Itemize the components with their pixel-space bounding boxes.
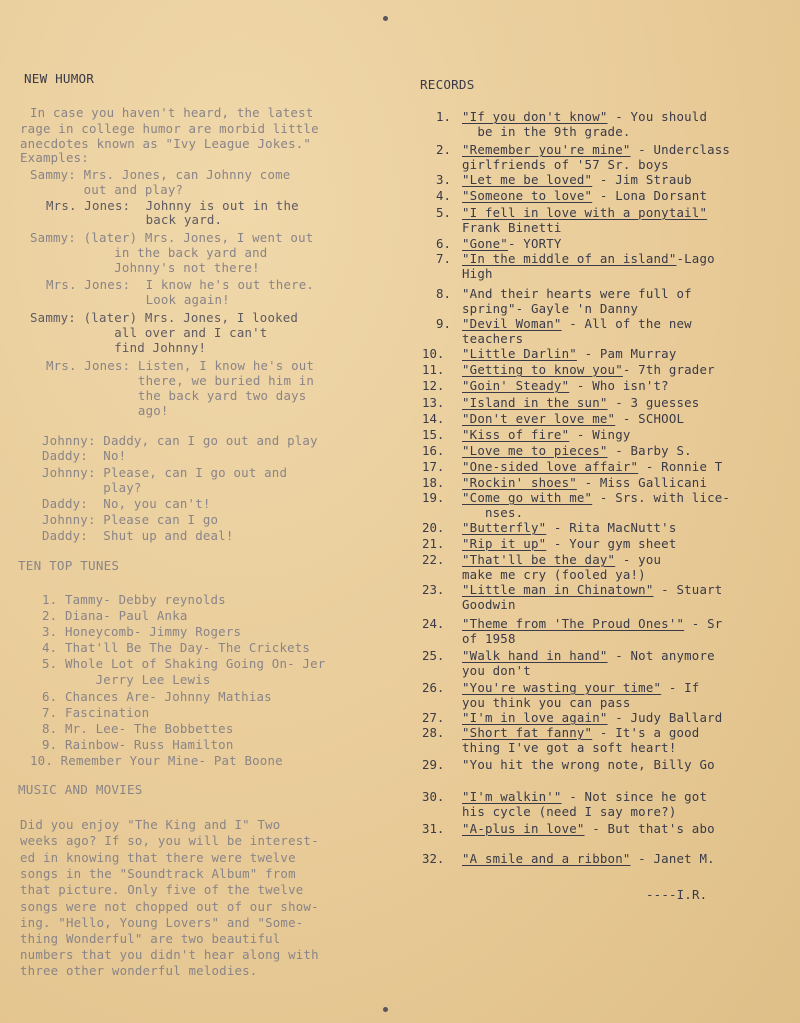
binder-hole-bottom bbox=[383, 1007, 388, 1012]
music-line: weeks ago? If so, you will be interest- bbox=[20, 833, 319, 848]
record-number: 20. bbox=[422, 520, 445, 535]
record-line: High bbox=[462, 266, 493, 281]
record-number: 15. bbox=[422, 427, 445, 442]
record-line: "Someone to love" - Lona Dorsant bbox=[462, 188, 708, 203]
joke-line: Johnny's not there! bbox=[30, 260, 260, 275]
record-number: 27. bbox=[422, 710, 445, 725]
record-line: thing I've got a soft heart! bbox=[462, 740, 677, 755]
joke-line: all over and I can't bbox=[30, 325, 268, 340]
record-number: 9. bbox=[436, 316, 451, 331]
tune-item: 2. Diana- Paul Anka bbox=[42, 608, 188, 623]
record-line: "That'll be the day" - you bbox=[462, 552, 662, 567]
record-line: be in the 9th grade. bbox=[462, 124, 631, 139]
record-line: "Come go with me" - Srs. with lice- bbox=[462, 490, 731, 505]
record-number: 5. bbox=[436, 205, 451, 220]
record-number: 24. bbox=[422, 616, 445, 631]
joke-line: the back yard two days bbox=[46, 388, 307, 403]
record-number: 31. bbox=[422, 821, 445, 836]
joke-line: Johnny: Daddy, can I go out and play bbox=[42, 433, 318, 448]
record-number: 18. bbox=[422, 475, 445, 490]
record-number: 32. bbox=[422, 851, 445, 866]
joke-line: ago! bbox=[46, 403, 169, 418]
tune-item: 6. Chances Are- Johnny Mathias bbox=[42, 689, 272, 704]
record-line: "Short fat fanny" - It's a good bbox=[462, 725, 700, 740]
music-line: ed in knowing that there were twelve bbox=[20, 850, 296, 865]
music-line: three other wonderful melodies. bbox=[20, 963, 258, 978]
record-line: "In the middle of an island"-Lago bbox=[462, 251, 715, 266]
ten-top-tunes-heading: TEN TOP TUNES bbox=[18, 558, 120, 573]
record-number: 11. bbox=[422, 362, 445, 377]
record-number: 10. bbox=[422, 346, 445, 361]
record-number: 21. bbox=[422, 536, 445, 551]
tune-item: 9. Rainbow- Russ Hamilton bbox=[42, 737, 234, 752]
record-number: 2. bbox=[436, 142, 451, 157]
intro-line: anecdotes known as "Ivy League Jokes." bbox=[20, 136, 312, 151]
intro-line: rage in college humor are morbid little bbox=[20, 121, 319, 136]
tune-item: 7. Fascination bbox=[42, 705, 150, 720]
music-line: that picture. Only five of the twelve bbox=[20, 882, 304, 897]
record-line: "A-plus in love" - But that's abo bbox=[462, 821, 715, 836]
record-line: "Getting to know you"- 7th grader bbox=[462, 362, 715, 377]
record-line: his cycle (need I say more?) bbox=[462, 804, 677, 819]
record-line: "You're wasting your time" - If bbox=[462, 680, 700, 695]
record-line: "Little Darlin" - Pam Murray bbox=[462, 346, 677, 361]
record-number: 17. bbox=[422, 459, 445, 474]
record-line: "I'm walkin'" - Not since he got bbox=[462, 789, 708, 804]
music-line: songs were not chopped out of our show- bbox=[20, 899, 319, 914]
record-line: "A smile and a ribbon" - Janet M. bbox=[462, 851, 715, 866]
joke-line: Sammy: (later) Mrs. Jones, I went out bbox=[30, 230, 314, 245]
music-and-movies-heading: MUSIC AND MOVIES bbox=[18, 782, 143, 797]
record-line: "Love me to pieces" - Barby S. bbox=[462, 443, 692, 458]
tune-item: Jerry Lee Lewis bbox=[42, 672, 211, 687]
signature: ----I.R. bbox=[646, 887, 708, 902]
record-number: 28. bbox=[422, 725, 445, 740]
record-number: 1. bbox=[436, 109, 451, 124]
music-line: songs in the "Soundtrack Album" from bbox=[20, 866, 296, 881]
record-line: "Little man in Chinatown" - Stuart bbox=[462, 582, 723, 597]
record-number: 8. bbox=[436, 286, 451, 301]
tune-item: 3. Honeycomb- Jimmy Rogers bbox=[42, 624, 242, 639]
joke-line: there, we buried him in bbox=[46, 373, 315, 388]
music-line: Did you enjoy "The King and I" Two bbox=[20, 817, 281, 832]
record-number: 19. bbox=[422, 490, 445, 505]
record-line: "Remember you're mine" - Underclass bbox=[462, 142, 731, 157]
record-line: you think you can pass bbox=[462, 695, 631, 710]
record-line: "Devil Woman" - All of the new bbox=[462, 316, 692, 331]
record-line: "Don't ever love me" - SCHOOL bbox=[462, 411, 685, 426]
record-line: "You hit the wrong note, Billy Go bbox=[462, 757, 715, 772]
joke-line: Daddy: No! bbox=[42, 448, 127, 463]
record-line: make me cry (fooled ya!) bbox=[462, 567, 646, 582]
joke-line: play? bbox=[42, 480, 142, 495]
record-line: "Let me be loved" - Jim Straub bbox=[462, 172, 692, 187]
records-heading: RECORDS bbox=[420, 77, 475, 92]
tune-item: 1. Tammy- Debby reynolds bbox=[42, 592, 226, 607]
record-number: 6. bbox=[436, 236, 451, 251]
record-line: "Kiss of fire" - Wingy bbox=[462, 427, 631, 442]
record-number: 14. bbox=[422, 411, 445, 426]
record-line: teachers bbox=[462, 331, 524, 346]
binder-hole-top bbox=[383, 16, 388, 21]
record-number: 30. bbox=[422, 789, 445, 804]
joke-line: back yard. bbox=[46, 212, 223, 227]
joke-line: in the back yard and bbox=[30, 245, 268, 260]
record-number: 29. bbox=[422, 757, 445, 772]
joke-line: Look again! bbox=[46, 292, 230, 307]
record-line: Frank Binetti bbox=[462, 220, 562, 235]
new-humor-heading: NEW HUMOR bbox=[24, 71, 95, 86]
tune-item: 5. Whole Lot of Shaking Going On- Jer bbox=[42, 656, 326, 671]
record-line: of 1958 bbox=[462, 631, 516, 646]
joke-line: Daddy: No, you can't! bbox=[42, 496, 211, 511]
record-number: 23. bbox=[422, 582, 445, 597]
joke-line: Daddy: Shut up and deal! bbox=[42, 528, 234, 543]
record-number: 12. bbox=[422, 378, 445, 393]
joke-line: Sammy: Mrs. Jones, can Johnny come bbox=[30, 167, 291, 182]
record-line: "Butterfly" - Rita MacNutt's bbox=[462, 520, 677, 535]
record-line: Goodwin bbox=[462, 597, 516, 612]
joke-line: Johnny: Please can I go bbox=[42, 512, 219, 527]
record-line: "One-sided love affair" - Ronnie T bbox=[462, 459, 723, 474]
record-number: 25. bbox=[422, 648, 445, 663]
record-line: "And their hearts were full of bbox=[462, 286, 692, 301]
tune-item: 8. Mr. Lee- The Bobbettes bbox=[42, 721, 234, 736]
record-line: "Walk hand in hand" - Not anymore bbox=[462, 648, 715, 663]
record-line: "Island in the sun" - 3 guesses bbox=[462, 395, 700, 410]
record-line: you don't bbox=[462, 663, 531, 678]
record-number: 3. bbox=[436, 172, 451, 187]
joke-line: Johnny: Please, can I go out and bbox=[42, 465, 288, 480]
joke-line: Mrs. Jones: Listen, I know he's out bbox=[46, 358, 315, 373]
record-number: 7. bbox=[436, 251, 451, 266]
record-line: girlfriends of '57 Sr. boys bbox=[462, 157, 669, 172]
joke-line: Mrs. Jones: Johnny is out in the bbox=[46, 198, 299, 213]
record-number: 16. bbox=[422, 443, 445, 458]
record-number: 26. bbox=[422, 680, 445, 695]
intro-line: In case you haven't heard, the latest bbox=[30, 105, 314, 120]
record-line: "If you don't know" - You should bbox=[462, 109, 708, 124]
music-line: numbers that you didn't hear along with bbox=[20, 947, 319, 962]
record-line: "Rip it up" - Your gym sheet bbox=[462, 536, 677, 551]
intro-line: Examples: bbox=[20, 150, 89, 165]
joke-line: Sammy: (later) Mrs. Jones, I looked bbox=[30, 310, 299, 325]
joke-line: find Johnny! bbox=[30, 340, 207, 355]
record-line: "Rockin' shoes" - Miss Gallicani bbox=[462, 475, 708, 490]
record-number: 13. bbox=[422, 395, 445, 410]
joke-line: out and play? bbox=[30, 182, 184, 197]
record-line: nses. bbox=[462, 505, 524, 520]
record-line: "I'm in love again" - Judy Ballard bbox=[462, 710, 723, 725]
music-line: thing Wonderful" are two beautiful bbox=[20, 931, 281, 946]
record-number: 22. bbox=[422, 552, 445, 567]
record-line: "Goin' Steady" - Who isn't? bbox=[462, 378, 669, 393]
record-line: "I fell in love with a ponytail" bbox=[462, 205, 708, 220]
record-line: spring"- Gayle 'n Danny bbox=[462, 301, 639, 316]
record-line: "Theme from 'The Proud Ones'" - Sr bbox=[462, 616, 723, 631]
record-number: 4. bbox=[436, 188, 451, 203]
tune-item: 10. Remember Your Mine- Pat Boone bbox=[30, 753, 283, 768]
tune-item: 4. That'll Be The Day- The Crickets bbox=[42, 640, 311, 655]
music-line: ing. "Hello, Young Lovers" and "Some- bbox=[20, 915, 304, 930]
joke-line: Mrs. Jones: I know he's out there. bbox=[46, 277, 315, 292]
record-line: "Gone"- YORTY bbox=[462, 236, 562, 251]
